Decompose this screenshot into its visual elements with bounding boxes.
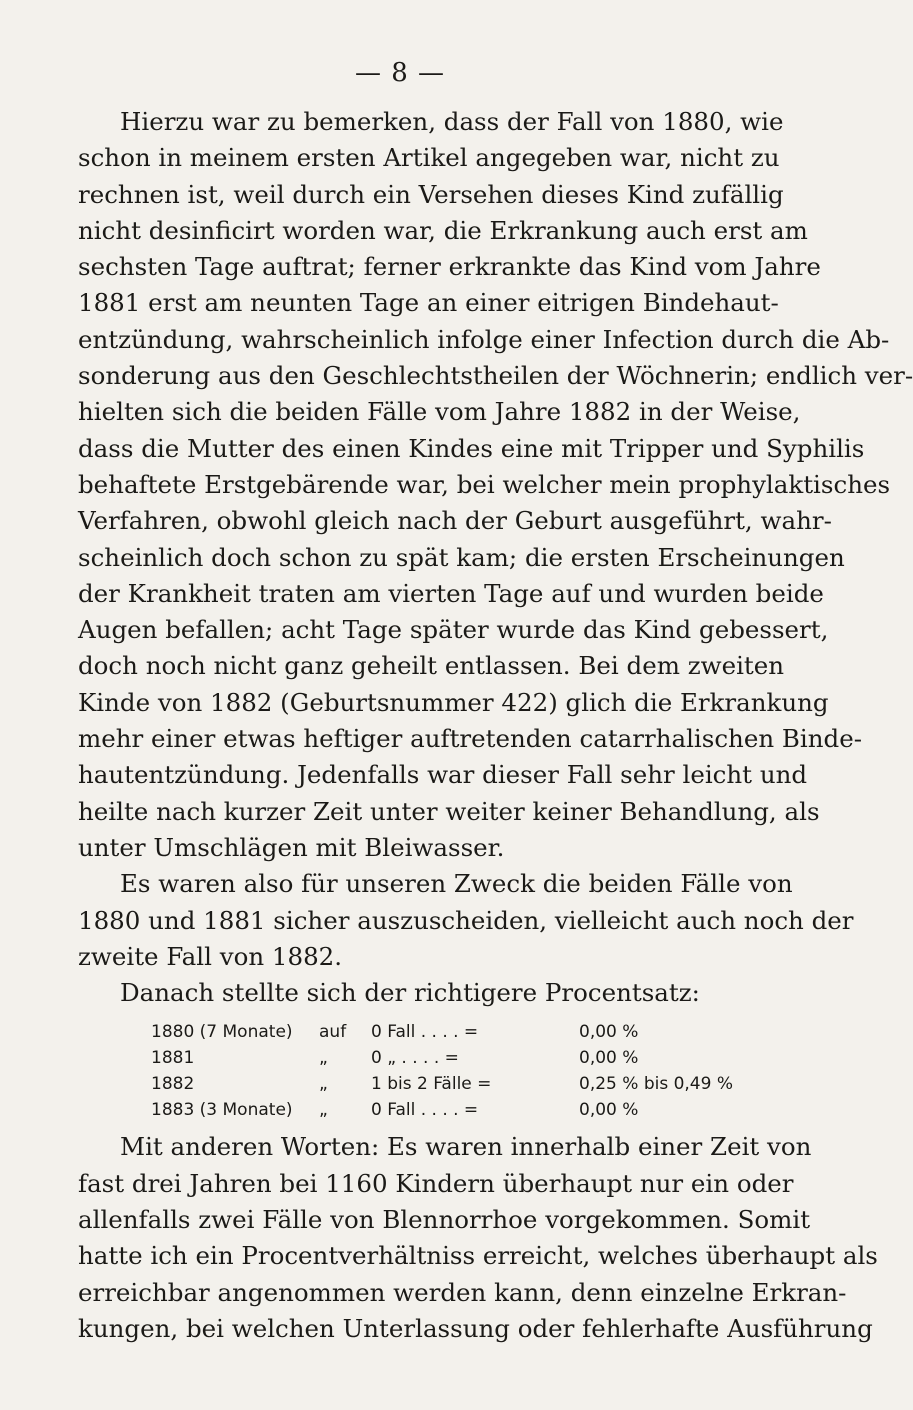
text-line: sonderung aus den Geschlechtstheilen der Wöchnerin; endlich ver- [78,361,913,391]
text-line: 1881 erst am neunten Tage an einer eitrigen Bindehaut- [78,288,779,318]
table-cell-word: „ [319,1074,328,1095]
text-line: behaftete Erstgebärende war, bei welcher mein prophylaktisches [78,469,891,499]
table-cell-year: 1883 (3 Monate) [151,1100,293,1121]
text-line: Hierzu war zu bemerken, dass der Fall von 1880, wie [120,107,784,136]
text-line: mehr einer etwas heftiger auftretenden catarrhalischen Binde- [78,724,862,754]
text-line: hielten sich die beiden Fälle vom Jahre 1882 in der Weise, [78,397,801,427]
text-line: Danach stellte sich der richtigere Procentsatz: [120,978,700,1008]
text-line: Verfahren, obwohl gleich nach der Geburt ausgeführt, wahr- [78,506,832,536]
text-line: doch noch nicht ganz geheilt entlassen. Bei dem zweiten [78,651,785,681]
text-line: hatte ich ein Procentverhältniss erreicht, welches überhaupt als [78,1241,878,1271]
table-cell-result: 0,00 % [579,1048,639,1069]
table-row [151,1019,742,1045]
paragraph-1 [78,104,913,866]
text-line: heilte nach kurzer Zeit unter weiter keiner Behandlung, als [78,796,820,826]
table-cell-year: 1880 (7 Monate) [151,1022,293,1043]
text-line: Kinde von 1882 (Geburtsnummer 422) glich die Erkrankung [78,687,829,717]
text-line: kungen, bei welchen Unterlassung oder fehlerhafte Ausführung [78,1313,873,1343]
table-row [151,1045,742,1071]
text-line: nicht desinficirt worden war, die Erkrankung auch erst am [78,215,808,245]
text-line: hautentzündung. Jedenfalls war dieser Fall sehr leicht und [78,760,808,790]
paragraph-4 [78,1129,878,1347]
text-line: erreichbar angenommen werden kann, denn einzelne Erkran- [78,1277,847,1307]
text-line: dass die Mutter des einen Kindes eine mit Tripper und Syphilis [78,433,865,463]
text-line: Augen befallen; acht Tage später wurde das Kind gebessert, [78,615,829,645]
table-cell-year: 1881 [151,1048,195,1069]
table-cell-word: „ [319,1100,328,1121]
paragraph-3 [78,975,742,1011]
text-line: zweite Fall von 1882. [78,941,343,971]
table-cell-word: auf [319,1022,347,1043]
body-text [78,104,913,1347]
text-line: sechsten Tage auftrat; ferner erkrankte das Kind vom Jahre [78,252,821,282]
table-cell-result: 0,25 % bis 0,49 % [579,1074,733,1095]
text-line: Es waren also für unseren Zweck die beiden Fälle von [120,869,793,899]
table-cell-year: 1882 [151,1074,195,1095]
text-line: Mit anderen Worten: Es waren innerhalb einer Zeit von [120,1132,812,1162]
table-cell-result: 0,00 % [579,1022,639,1043]
text-line: allenfalls zwei Fälle von Blennorrhoe vorgekommen. Somit [78,1205,811,1235]
percentage-table [151,1019,742,1123]
text-line: entzündung, wahrscheinlich infolge einer Infection durch die Ab- [78,324,890,354]
text-line: fast drei Jahren bei 1160 Kindern überhaupt nur ein oder [78,1168,794,1198]
text-line: 1880 und 1881 sicher auszuscheiden, vielleicht auch noch der [78,905,854,935]
table-cell-count: 0 Fall . . . . = [371,1022,479,1043]
table-cell-count: 0 Fall . . . . = [371,1100,479,1121]
text-line: der Krankheit traten am vierten Tage auf und wurden beide [78,578,824,608]
table-cell-result: 0,00 % [579,1100,639,1121]
table-row [151,1097,742,1123]
text-line: rechnen ist, weil durch ein Versehen dieses Kind zufällig [78,179,784,209]
table-cell-count: 0 „ . . . . = [371,1048,459,1069]
table-cell-word: „ [319,1048,328,1069]
text-line: schon in meinem ersten Artikel angegeben war, nicht zu [78,143,780,173]
text-line: unter Umschlägen mit Bleiwasser. [78,832,505,862]
page-number: — 8 — [354,58,446,88]
table-row [151,1071,742,1097]
paragraph-2 [78,866,854,975]
text-line: scheinlich doch schon zu spät kam; die ersten Erscheinungen [78,542,845,572]
table-cell-count: 1 bis 2 Fälle = [371,1074,492,1095]
